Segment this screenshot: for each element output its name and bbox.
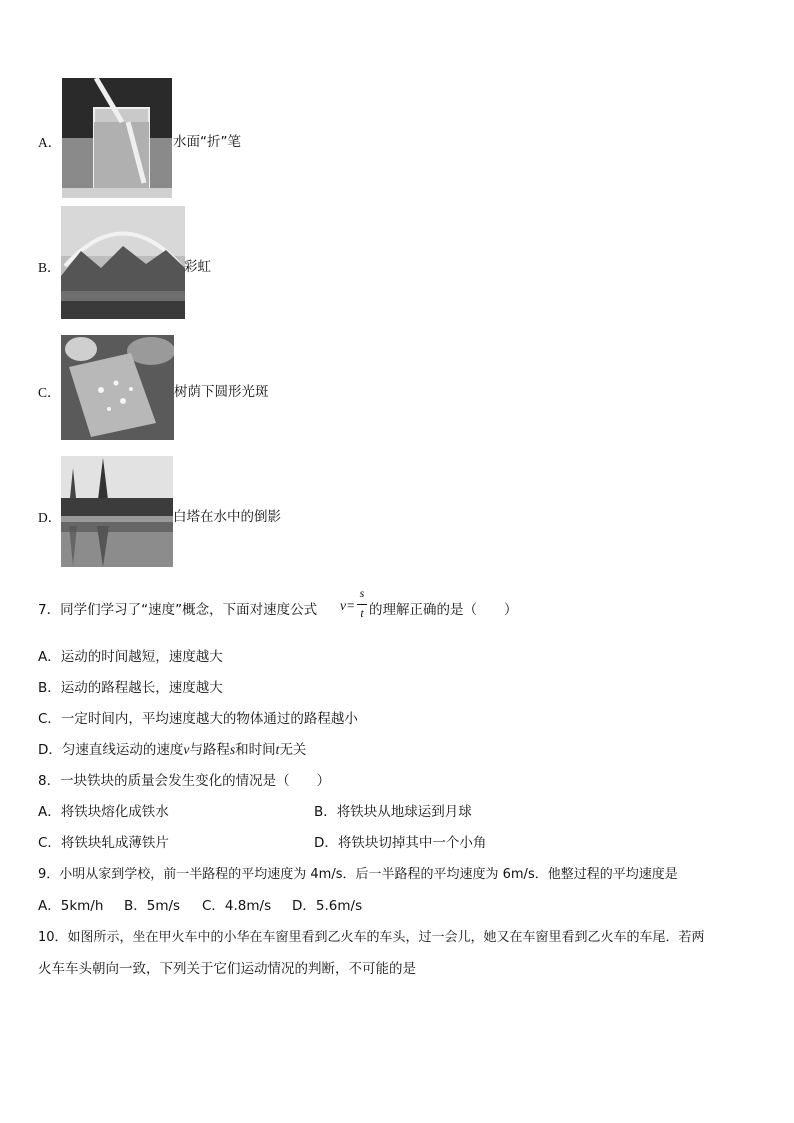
q8-stem: 8．一块铁块的质量会发生变化的情况是（ ）	[38, 773, 331, 789]
q9-option-b: B．5m/s	[124, 898, 181, 914]
option-c-caption: 树荫下圆形光斑	[174, 384, 269, 400]
q7-formula-numerator: s	[359, 586, 365, 600]
q7-option-c: C．一定时间内，平均速度越大的物体通过的路程越小	[38, 711, 358, 727]
q8-option-d: D．将铁块切掉其中一个小角	[314, 835, 487, 851]
q7-option-d-v: v	[183, 742, 190, 757]
q10-stem-line1: 10．如图所示，坐在甲火车中的小华在车窗里看到乙火车的车头，过一会儿，她又在车窗里看到乙火车的车尾．若两	[38, 930, 705, 945]
q10-stem-line2: 火车车头朝向一致，下列关于它们运动情况的判断，不可能的是	[38, 961, 416, 977]
option-b-letter: B．	[38, 260, 61, 275]
q7-formula-lhs: v=	[340, 598, 356, 613]
q9-option-a: A．5km/h	[38, 898, 104, 914]
q8-option-c: C．将铁块轧成薄铁片	[38, 835, 169, 851]
q7-option-b: B．运动的路程越长，速度越大	[38, 680, 223, 696]
rainbow-photo	[61, 206, 185, 319]
q7-option-d	[38, 738, 306, 758]
pagoda-reflection-photo	[61, 456, 173, 567]
q8-option-a: A．将铁块熔化成铁水	[38, 804, 169, 820]
light-spots-photo	[61, 335, 174, 440]
q7-formula-denominator: t	[360, 606, 364, 620]
q7-option-d-mid2: 和时间	[235, 742, 276, 758]
q7-option-a: A．运动的时间越短，速度越大	[38, 649, 223, 665]
q9-stem: 9．小明从家到学校，前一半路程的平均速度为 4m/s．后一半路程的平均速度为 6m/s．他整过程的平均速度是	[38, 867, 678, 882]
q7-stem-suffix: 的理解正确的是（ ）	[369, 602, 518, 618]
option-d-caption: 白塔在水中的倒影	[173, 509, 281, 525]
q9-option-c: C．4.8m/s	[202, 898, 272, 914]
option-b-caption: 彩虹	[184, 259, 211, 275]
q7-option-d-pre: D．匀速直线运动的速度	[38, 742, 184, 758]
q7-stem-prefix: 7．同学们学习了“速度”概念，下面对速度公式	[38, 602, 318, 618]
option-d-letter: D．	[38, 510, 62, 525]
q8-option-b: B．将铁块从地球运到月球	[314, 804, 472, 820]
q7-option-d-mid1: 与路程	[189, 742, 230, 758]
q7-fraction-bar	[357, 604, 367, 605]
q7-option-d-s: s	[229, 742, 236, 757]
option-c-letter: C．	[38, 385, 61, 400]
pencil-in-water-photo	[62, 78, 172, 198]
q7-option-d-t: t	[275, 742, 280, 757]
q9-option-d: D．5.6m/s	[292, 898, 363, 914]
q7-option-d-end: 无关	[279, 742, 307, 758]
option-a-letter: A．	[38, 135, 62, 150]
option-a-caption: 水面“折”笔	[173, 134, 241, 150]
